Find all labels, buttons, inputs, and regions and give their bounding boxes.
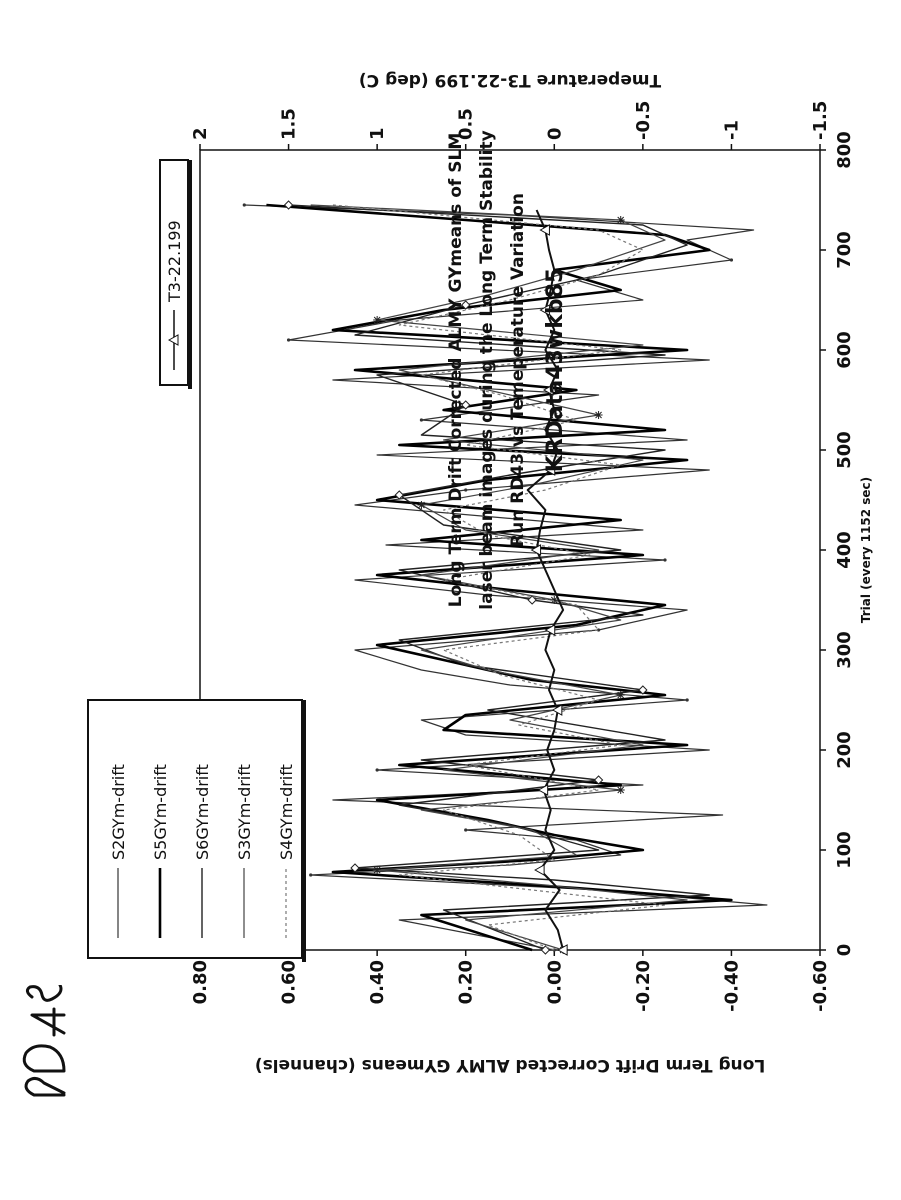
series-point (373, 866, 381, 874)
y-tick-label: -0.60 (810, 960, 831, 1012)
legend-label: T3-22.199 (165, 220, 184, 302)
y-axis-label: Long Term Drift Corrected ALMY GYmeans (channels) (254, 1055, 766, 1075)
y-tick-label: -0.40 (721, 960, 743, 1012)
y2-tick-label: -1 (721, 120, 743, 140)
chart-title-line: laser beam images during the Long Term Stability (477, 130, 497, 610)
x-tick-label: 500 (834, 431, 855, 469)
y2-tick-label: -0.5 (632, 100, 654, 140)
legend-label: S6GYm-drift (193, 764, 212, 860)
y-tick-label: 0.80 (190, 960, 211, 1005)
x-tick-label: 800 (834, 131, 855, 169)
chart-title-line: Run RD43 vs Temeperature Variation (508, 193, 528, 547)
y-tick-label: 0.00 (544, 960, 566, 1005)
y2-tick-label: 0 (544, 127, 566, 140)
legend-label: S3GYm-drift (235, 764, 254, 860)
series-point (663, 558, 666, 561)
series-point (373, 316, 381, 324)
y2-tick-label: 2 (190, 127, 211, 140)
series-point (617, 691, 625, 699)
legend-label: S4GYm-drift (277, 764, 296, 860)
y-tick-label: 0.60 (278, 960, 300, 1005)
series-point (464, 828, 467, 831)
series-point (417, 501, 425, 509)
y2-tick-label: -1.5 (810, 100, 831, 140)
y2-tick-label: 1.5 (278, 108, 300, 140)
series-point (595, 411, 603, 419)
x-tick-label: 200 (834, 731, 855, 769)
series-point (287, 338, 290, 341)
x-tick-label: 700 (834, 231, 855, 269)
chart-subtitle: KRData43wkb85 (543, 267, 568, 473)
series-point (420, 418, 423, 421)
y-tick-label: -0.20 (632, 960, 654, 1012)
y2-axis-label: Tmeperature T3-22.199 (deg C) (358, 70, 662, 90)
x-tick-label: 600 (834, 331, 855, 369)
y2-tick-label: 1 (367, 127, 389, 140)
y2-tick-label: 0.5 (455, 108, 477, 140)
x-axis-label: Trial (every 1152 sec) (859, 476, 873, 624)
chart-title-line: Long Term Drift Corrected ALMY GYmeans of SLM (446, 132, 466, 608)
y-tick-label: 0.40 (367, 960, 389, 1005)
series-point (243, 203, 246, 206)
x-tick-label: 100 (834, 831, 855, 869)
x-tick-label: 0 (834, 943, 855, 957)
legend-series (88, 700, 306, 962)
series-point (309, 873, 312, 876)
y-tick-label: 0.20 (455, 960, 477, 1005)
legend-temperature (160, 160, 192, 389)
x-tick-label: 300 (834, 631, 855, 669)
series-point (376, 768, 379, 771)
legend-shadow (188, 160, 192, 389)
series-point (686, 698, 689, 701)
series-point (617, 786, 625, 794)
series-point (730, 258, 733, 261)
legend-label: S5GYm-drift (151, 764, 170, 860)
series-point (617, 216, 625, 224)
legend-label: S2GYm-drift (109, 764, 128, 860)
legend-shadow (302, 700, 306, 962)
x-tick-label: 400 (834, 531, 855, 569)
